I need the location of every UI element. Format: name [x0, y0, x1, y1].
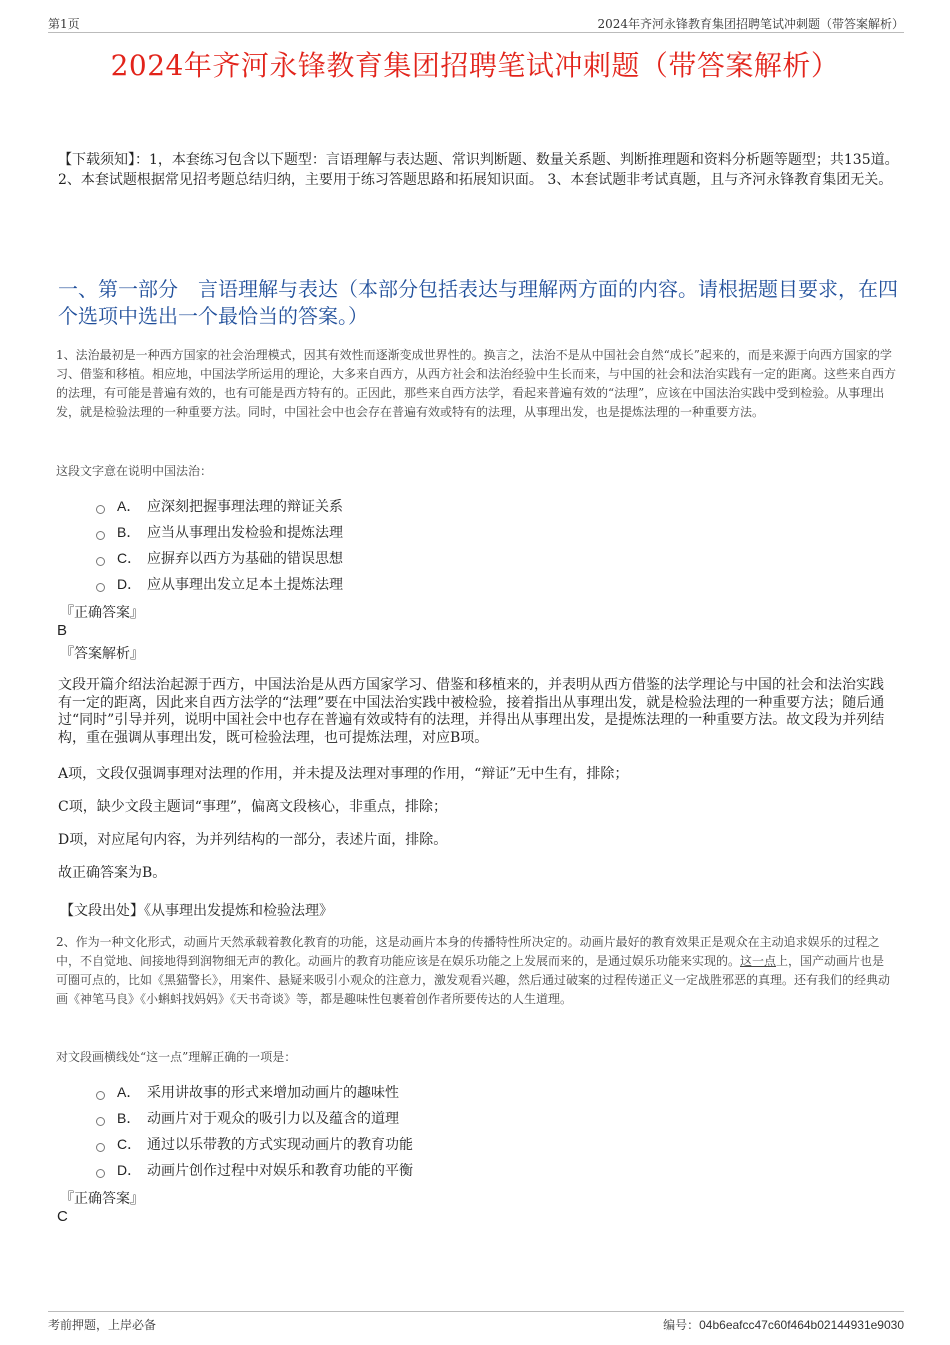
footer-slogan: 考前押题，上岸必备 [48, 1318, 157, 1332]
radio-icon[interactable] [96, 1117, 105, 1126]
q2-underlined-phrase: 这一点 [740, 954, 777, 968]
q2-passage: 2、作为一种文化形式，动画片天然承载着教化教育的功能，这是动画片本身的传播特性所决定的。动画片最好的教育效果正是观众在主动追求娱乐的过程之中，不自觉地、间接地得到润物细无声的教化。动画片的教育功能应该是在娱乐功能之上发展而来的，是通过娱乐功能来实现的。这一点上，国产动画片也是可圈可点的，比如《黑猫警长》，用案件、悬疑来吸引小观众的注意力，激发观看兴趣，然后通过破案的过程传递正义一定战胜邪恶的真理。还有我们的经典动画《神笔马良》《小蝌蚪找妈妈》《天书奇谈》等，都是趣味性包裹着创作者所要传达的人生道理。 [56, 935, 891, 1006]
document-title: 2024年齐河永锋教育集团招聘笔试冲刺题（带答案解析） [110, 49, 840, 82]
q1-option-a[interactable]: A． 应深刻把握事理法理的辩证关系 [96, 493, 343, 519]
q1-passage: 1、法治最初是一种西方国家的社会治理模式，因其有效性而逐渐变成世界性的。换言之，法治不是从中国社会自然“成长”起来的，而是来源于向西方国家的学习、借鉴和移植。相应地，中国法学所运用的理论，大多来自西方，从西方社会和法治经验中生长而来，与中国的社会和法治实践有一定的距离。这些来自西方的法理，有可能是普遍有效的，也有可能是西方特有的。正因此，那些来自西方法学，看起来普遍有效的“法理”，应该在中国法治实践中受到检验。从事理出发，就是检验法理的一种重要方法。同时，中国社会中也会存在普遍有效或特有的法理，从事理出发，也是提炼法理的一种重要方法。 [56, 348, 897, 419]
radio-icon[interactable] [96, 583, 105, 592]
q1-answer-label: 『正确答案』 [60, 605, 144, 621]
q1-source: 【文段出处】《从事理出发提炼和检验法理》 [60, 903, 333, 919]
page-number: 第1页 [48, 17, 80, 31]
radio-icon[interactable] [96, 531, 105, 540]
q1-analysis: 文段开篇介绍法治起源于西方，中国法治是从西方国家学习、借鉴和移植来的，并表明从西方借鉴的法学理论与中国的社会和法治实践有一定的距离，因此来自西方法学的“法理”要在中国法治实践中被检验，接着指出从事理出发，就是检验法理的一种重要方法；随后通过“同时”引导并列，说明中国社会中也存在普遍有效或特有的法理，并得出从事理出发，是提炼法理的一种重要方法。故文段为并列结构，重在强调从事理出发，既可检验法理，也可提炼法理，对应B项。 [58, 677, 885, 746]
q1-prompt: 这段文字意在说明中国法治： [56, 464, 213, 478]
q2-answer: C [57, 1208, 68, 1225]
q2-option-c[interactable]: C． 通过以乐带教的方式实现动画片的教育功能 [96, 1131, 413, 1157]
q1-answer: B [57, 622, 68, 639]
radio-icon[interactable] [96, 1169, 105, 1178]
q1-analysis-label: 『答案解析』 [60, 646, 144, 662]
page-footer [48, 1311, 904, 1332]
q1-conclusion: 故正确答案为B。 [58, 865, 167, 881]
radio-icon[interactable] [96, 1091, 105, 1100]
q1-note-d: D项，对应尾句内容，为并列结构的一部分，表述片面，排除。 [58, 832, 448, 848]
q1-option-b[interactable]: B． 应当从事理出发检验和提炼法理 [96, 519, 343, 545]
q1-option-d[interactable]: D． 应从事理出发立足本土提炼法理 [96, 571, 343, 597]
radio-icon[interactable] [96, 505, 105, 514]
q1-options [96, 493, 343, 597]
q1-option-c[interactable]: C． 应摒弃以西方为基础的错误思想 [96, 545, 343, 571]
radio-icon[interactable] [96, 557, 105, 566]
q2-prompt: 对文段画横线处“这一点”理解正确的一项是： [56, 1050, 297, 1064]
q2-option-a[interactable]: A． 采用讲故事的形式来增加动画片的趣味性 [96, 1079, 413, 1105]
section-heading: 一、第一部分 言语理解与表达（本部分包括表达与理解两方面的内容。请根据题目要求，在四个选项中选出一个最恰当的答案。） [58, 277, 898, 328]
q2-options [96, 1079, 413, 1183]
header-doc-title: 2024年齐河永锋教育集团招聘笔试冲刺题（带答案解析） [597, 17, 904, 31]
q2-option-b[interactable]: B． 动画片对于观众的吸引力以及蕴含的道理 [96, 1105, 413, 1131]
q2-answer-label: 『正确答案』 [60, 1191, 144, 1207]
radio-icon[interactable] [96, 1143, 105, 1152]
q1-note-c: C项，缺少文段主题词“事理”，偏离文段核心，非重点，排除； [58, 799, 448, 815]
q1-note-a: A项，文段仅强调事理对法理的作用，并未提及法理对事理的作用，“辩证”无中生有，排除； [58, 766, 629, 782]
q2-option-d[interactable]: D． 动画片创作过程中对娱乐和教育功能的平衡 [96, 1157, 413, 1183]
download-notice: 【下载须知】：1，本套练习包含以下题型：言语理解与表达题、常识判断题、数量关系题、判断推理题和资料分析题等题型；共135道。 2、本套试题根据常见招考题总结归纳，主要用于练习答题思路和拓展知识面。 3、本套试题非考试真题，且与齐河永锋教育集团无关。 [58, 152, 899, 188]
footer-code: 编号：04b6eafcc47c60f464b02144931e9030 [663, 1318, 904, 1332]
page-header [48, 14, 904, 33]
